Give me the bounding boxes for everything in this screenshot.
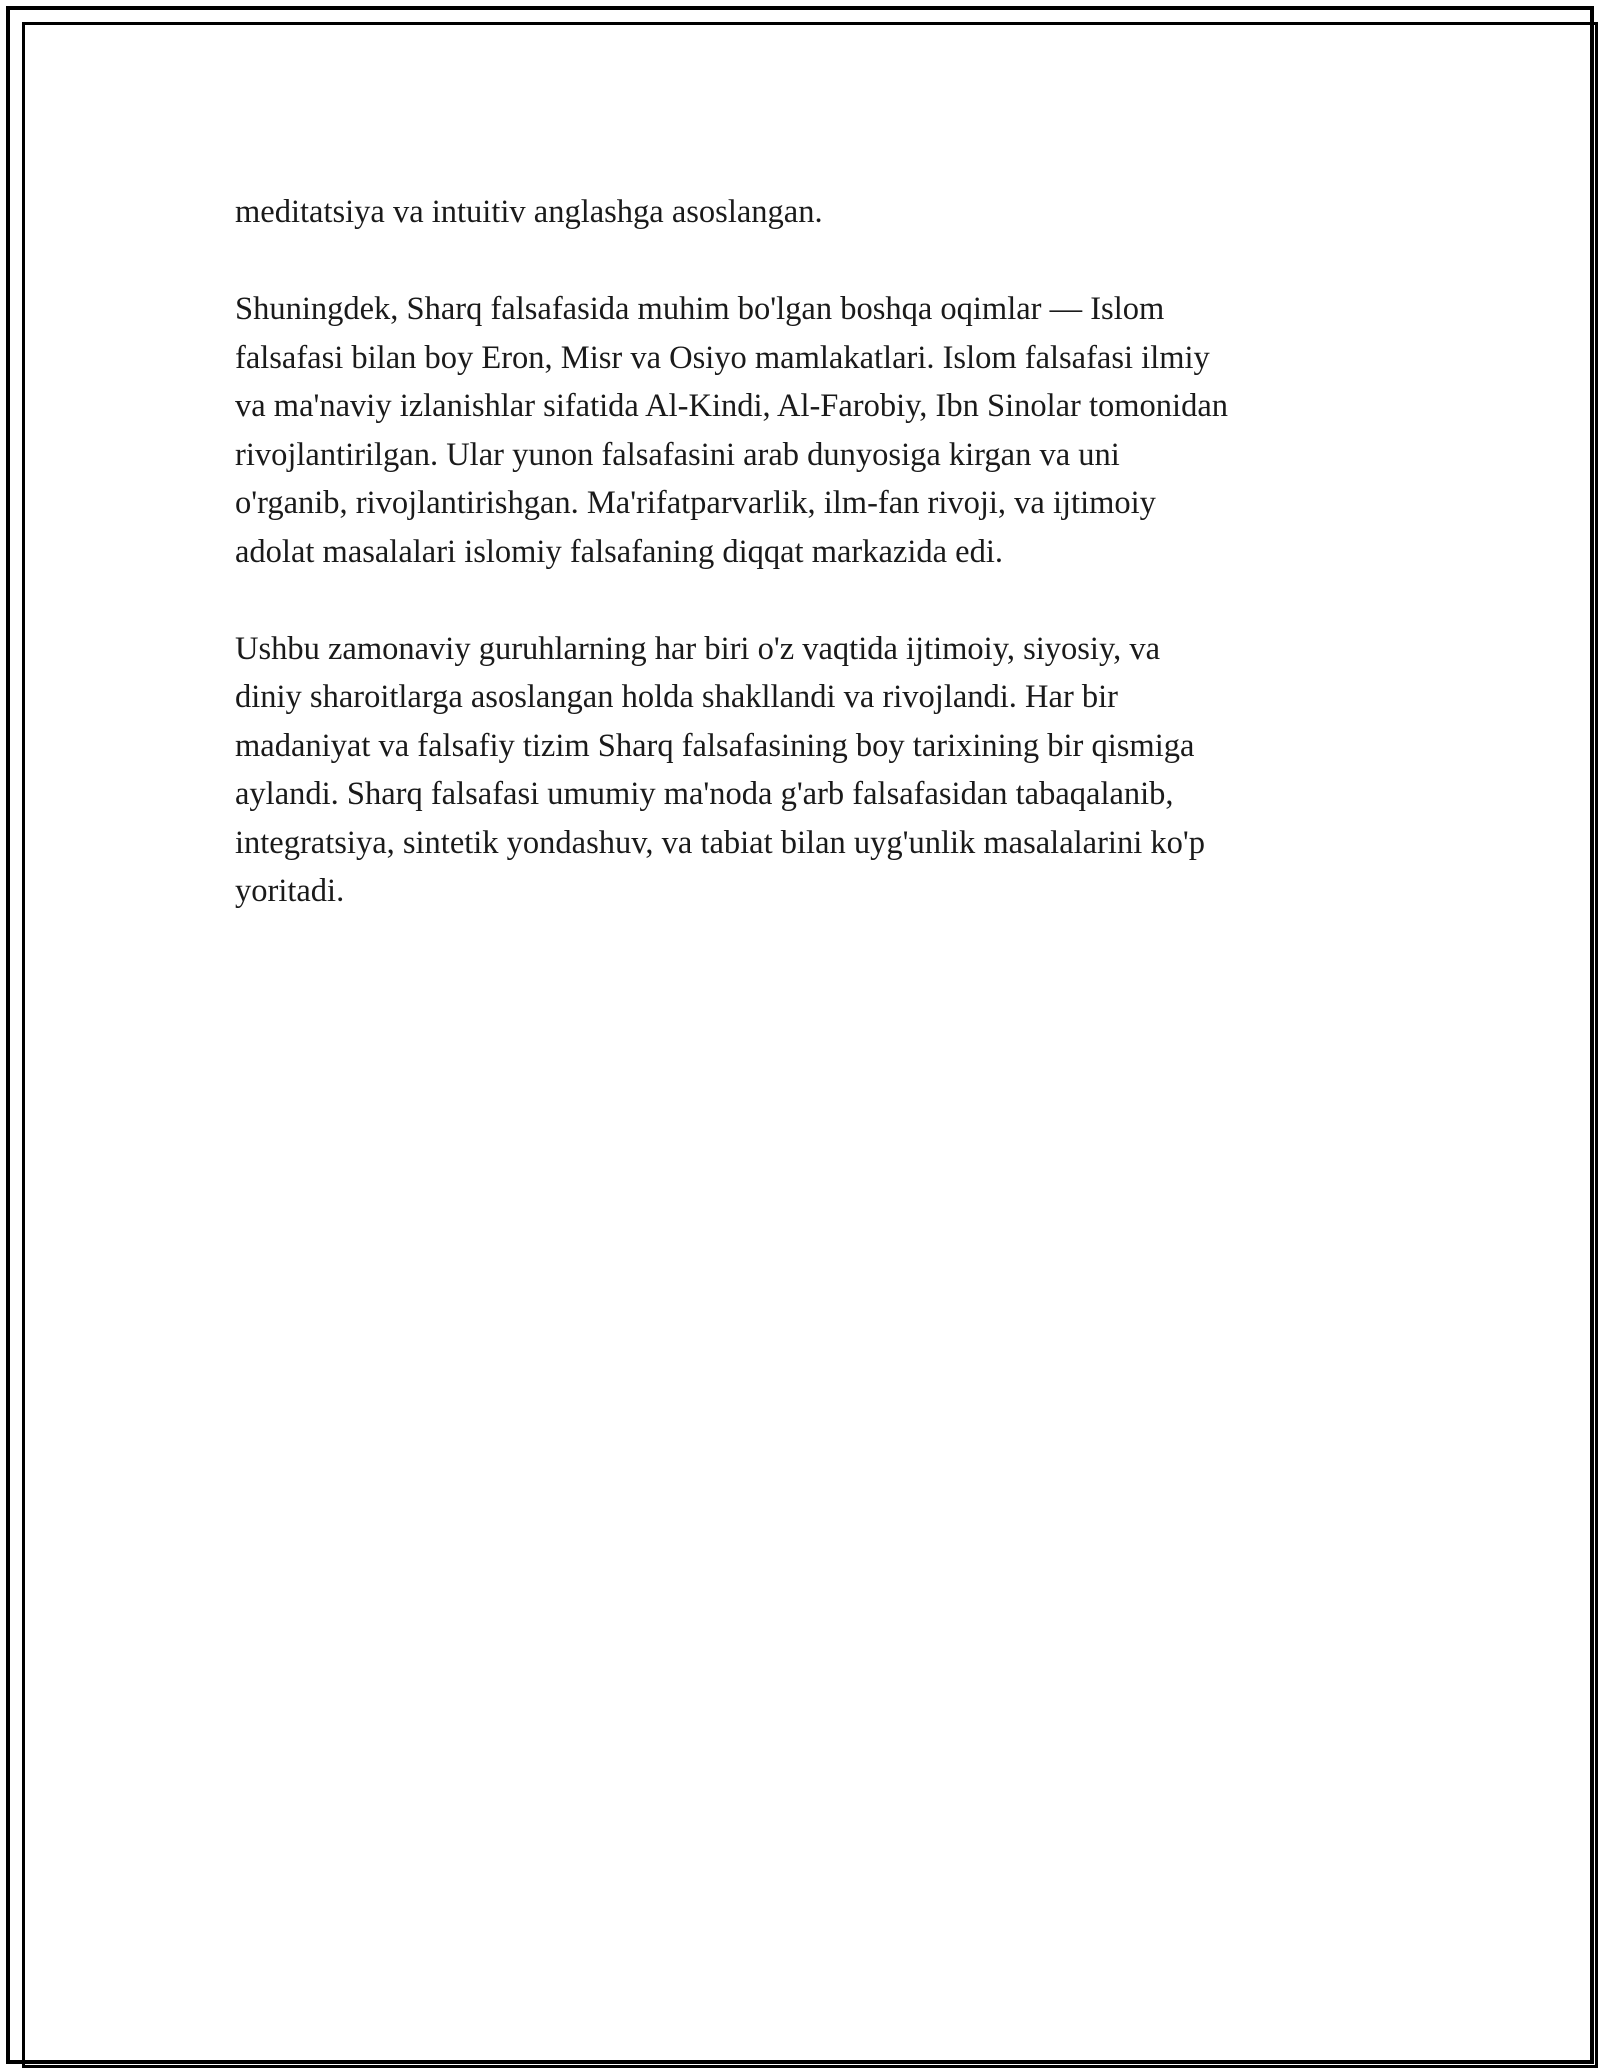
paragraph-1: [235, 188, 1385, 237]
text-line: yoritadi.: [235, 873, 345, 909]
text-line: meditatsiya va intuitiv anglashga asoslangan.: [235, 194, 823, 230]
paragraph-3: [235, 625, 1385, 916]
document-body: [235, 188, 1385, 964]
text-line: madaniyat va falsafiy tizim Sharq falsafasining boy tarixining bir qismiga: [235, 727, 1195, 764]
text-line: integratsiya, sintetik yondashuv, va tabiat bilan uyg'unlik masalalarini ko'p: [235, 824, 1205, 861]
text-line: o'rganib, rivojlantirishgan. Ma'rifatparvarlik, ilm-fan rivoji, va ijtimoiy: [235, 485, 1156, 521]
text-line: falsafasi bilan boy Eron, Misr va Osiyo mamlakatlari. Islom falsafasi ilmiy: [235, 339, 1210, 376]
paragraph-2: [235, 285, 1385, 576]
text-line: va ma'naviy izlanishlar sifatida Al-Kindi, Al-Farobiy, Ibn Sinolar tomonidan: [235, 388, 1229, 424]
text-line: adolat masalalari islomiy falsafaning diqqat markazida edi.: [235, 533, 1003, 570]
text-line: aylandi. Sharq falsafasi umumiy ma'noda g'arb falsafasidan tabaqalanib,: [235, 776, 1174, 812]
text-line: diniy sharoitlarga asoslangan holda shakllandi va rivojlandi. Har bir: [235, 679, 1119, 715]
text-line: Ushbu zamonaviy guruhlarning har biri o'z vaqtida ijtimoiy, siyosiy, va: [235, 630, 1161, 667]
text-line: Shuningdek, Sharq falsafasida muhim bo'lgan boshqa oqimlar — Islom: [235, 291, 1165, 327]
text-line: rivojlantirilgan. Ular yunon falsafasini arab dunyosiga kirgan va uni: [235, 436, 1120, 473]
